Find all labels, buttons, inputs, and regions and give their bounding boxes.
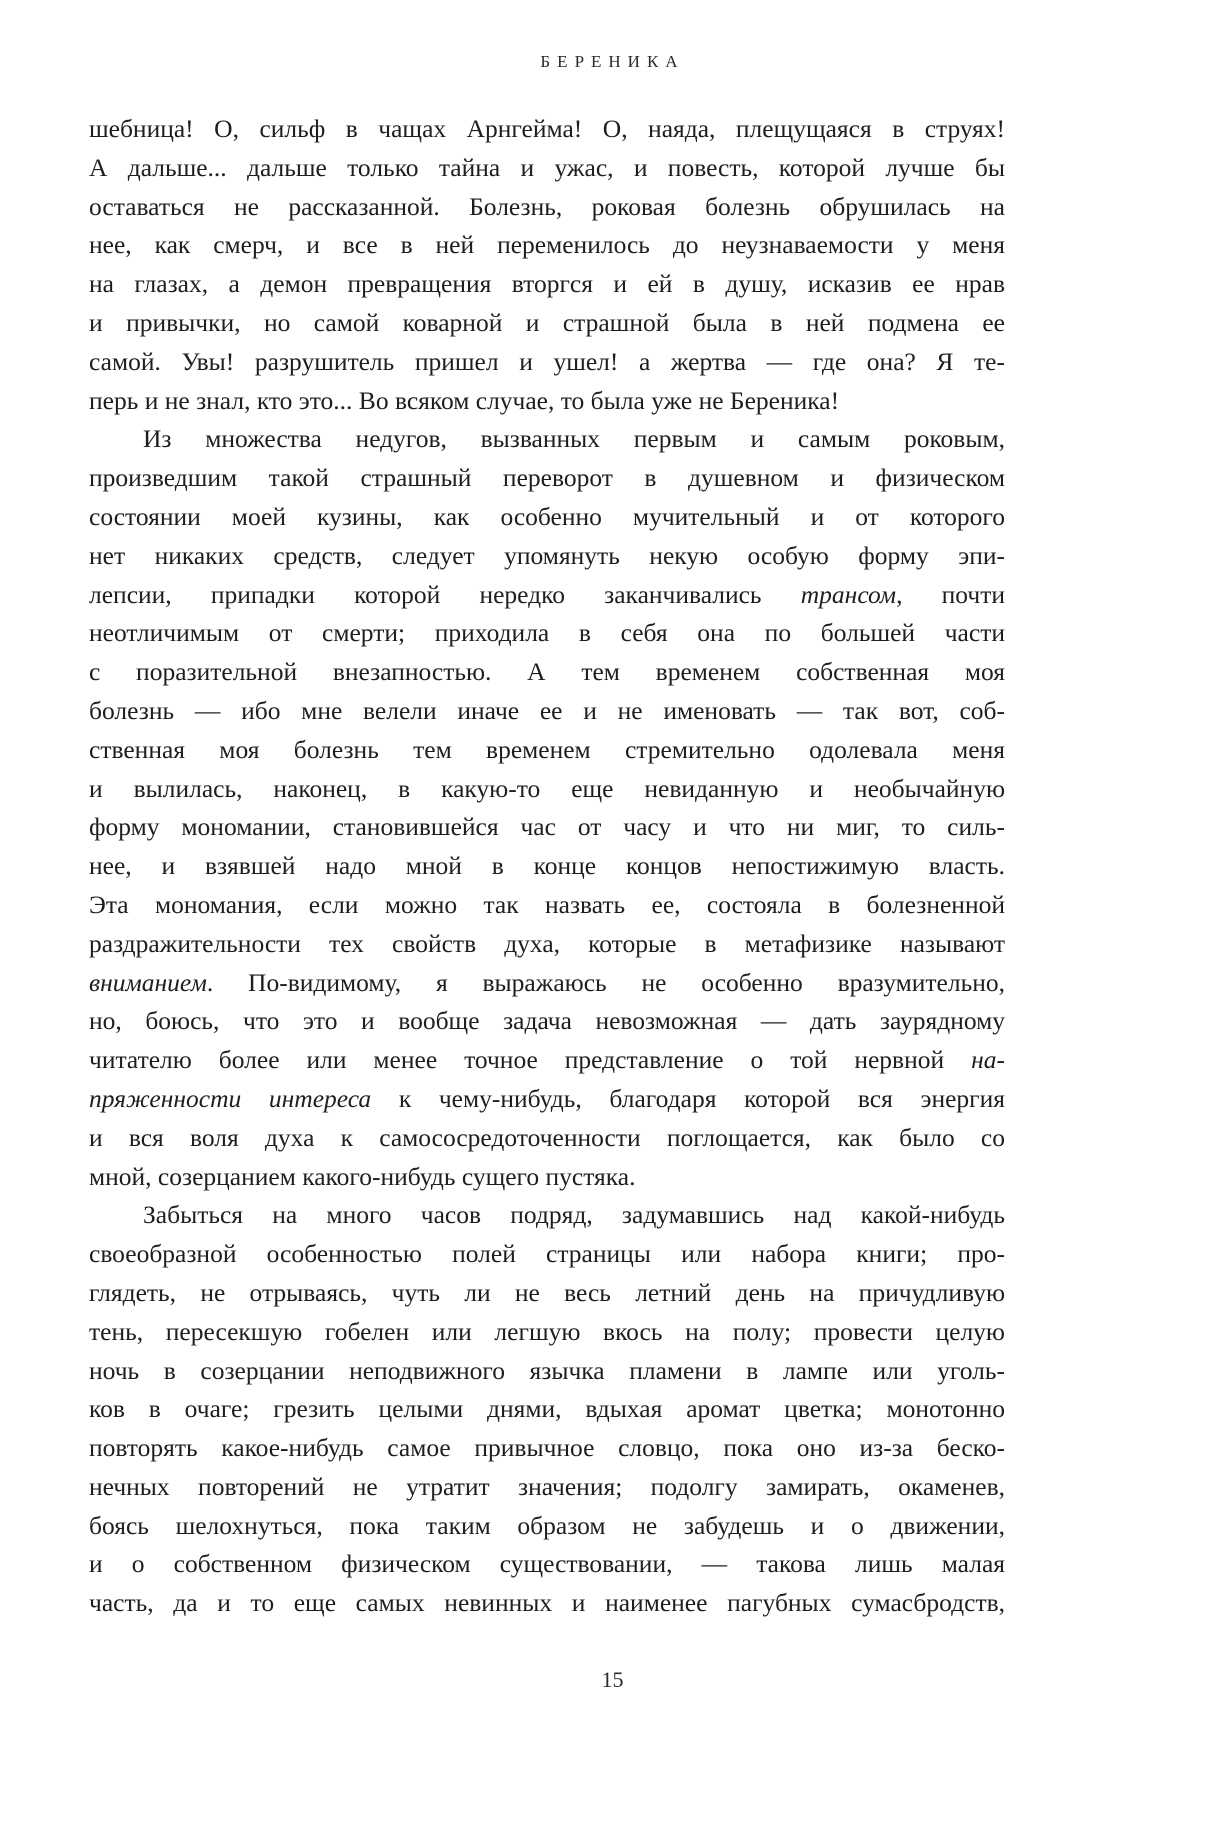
text-line	[89, 343, 1005, 382]
running-head: БЕРЕНИКА	[540, 52, 685, 71]
text-segment: к чему-нибудь, благодаря которой вся энергия	[371, 1083, 1005, 1113]
text-segment: Забыться на много часов подряд, задумавшись над какой-нибудь	[143, 1200, 1005, 1230]
text-segment: но, боюсь, что это и вообще задача невозможная — дать заурядному	[89, 1006, 1005, 1036]
text-segment: нее, и взявшей надо мной в конце концов непостижимую власть.	[89, 851, 1005, 881]
text-line	[89, 770, 1005, 809]
text-line	[89, 1468, 1005, 1507]
text-segment: и вся воля духа к самососредоточенности поглощается, как было со	[89, 1122, 1005, 1152]
text-line	[89, 1507, 1005, 1546]
text-line	[89, 537, 1005, 576]
text-line	[89, 808, 1005, 847]
text-line	[89, 1390, 1005, 1429]
text-segment: боясь шелохнуться, пока таким образом не забудешь и о движении,	[89, 1510, 1005, 1540]
text-segment: нее, как смерч, и все в ней переменилось до неузнаваемости у меня	[89, 230, 1005, 260]
text-segment: ственная моя болезнь тем временем стремительно одолевала меня	[89, 734, 1005, 764]
text-segment: ков в очаге; грезить целыми днями, вдыхая аромат цветка; монотонно	[89, 1394, 1005, 1424]
text-line	[89, 382, 1005, 421]
text-line	[89, 614, 1005, 653]
text-segment: произведшим такой страшный переворот в душевном и физическом	[89, 463, 1005, 493]
text-line	[89, 226, 1005, 265]
text-segment: А дальше... дальше только тайна и ужас, и повесть, которой лучше бы	[89, 152, 1005, 182]
text-line	[89, 149, 1005, 188]
text-segment: и о собственном физическом существовании, — такова лишь малая	[89, 1549, 1005, 1579]
text-line	[89, 1429, 1005, 1468]
text-segment: на глазах, а демон превращения вторгся и ей в душу, исказив ее нрав	[89, 269, 1005, 299]
text-segment: оставаться не рассказанной. Болезнь, роковая болезнь обрушилась на	[89, 191, 1005, 221]
text-segment: нечных повторений не утратит значения; подолгу замирать, окаменев,	[89, 1471, 1005, 1501]
text-segment: повторять какое-нибудь самое привычное словцо, пока оно из-за беско-	[89, 1433, 1005, 1463]
text-line	[89, 576, 1005, 615]
text-line	[89, 265, 1005, 304]
text-segment: самой. Увы! разрушитель пришел и ушел! а жертва — где она? Я те-	[89, 346, 1005, 376]
text-segment: Из множества недугов, вызванных первым и самым роковым,	[143, 424, 1005, 454]
text-line	[89, 653, 1005, 692]
text-segment: с поразительной внезапностью. А тем временем собственная моя	[89, 657, 1005, 687]
text-segment: раздражительности тех свойств духа, которые в метафизике называют	[89, 928, 1005, 958]
italic-text: пряженности интереса	[89, 1083, 372, 1113]
text-segment: и привычки, но самой коварной и страшной была в ней подмена ее	[89, 307, 1005, 337]
text-line	[89, 304, 1005, 343]
text-segment: болезнь — ибо мне велели иначе ее и не именовать — так вот, соб-	[89, 695, 1005, 725]
page-number: 15	[601, 1667, 624, 1692]
text-segment: лепсии, припадки которой нередко заканчивались	[89, 579, 801, 609]
text-line	[89, 188, 1005, 227]
text-segment: форму мономании, становившейся час от часу и что ни миг, то силь-	[89, 812, 1005, 842]
text-line	[89, 459, 1005, 498]
text-line	[89, 1313, 1005, 1352]
text-line	[89, 925, 1005, 964]
italic-text: трансом	[800, 579, 897, 609]
text-segment: состоянии моей кузины, как особенно мучительный и от которого	[89, 501, 1005, 531]
text-line	[89, 420, 1005, 459]
text-line	[89, 1584, 1005, 1623]
text-line	[89, 1196, 1005, 1235]
text-segment: неотличимым от смерти; приходила в себя она по большей части	[89, 618, 1005, 648]
text-line	[89, 1545, 1005, 1584]
text-segment: тень, пересекшую гобелен или легшую вкось на полу; провести целую	[89, 1316, 1005, 1346]
text-line	[89, 1002, 1005, 1041]
text-line	[89, 110, 1005, 149]
text-line	[89, 1080, 1005, 1119]
text-segment: глядеть, не отрываясь, чуть ли не весь летний день на причудливую	[89, 1277, 1005, 1307]
text-line	[89, 1041, 1005, 1080]
text-line	[89, 731, 1005, 770]
text-segment: и вылилась, наконец, в какую-то еще невиданную и необычайную	[89, 773, 1005, 803]
text-segment: часть, да и то еще самых невинных и наименее пагубных сумасбродств,	[89, 1588, 1005, 1618]
text-segment: Эта мономания, если можно так назвать ее, состояла в болезненной	[89, 889, 1005, 919]
text-line	[89, 1158, 1005, 1197]
text-line	[89, 847, 1005, 886]
text-line	[89, 1274, 1005, 1313]
text-line	[89, 1235, 1005, 1274]
body-text	[89, 110, 1005, 1623]
text-segment: читателю более или менее точное представление о той нервной	[89, 1045, 972, 1075]
text-segment: ночь в созерцании неподвижного язычка пламени в лампе или уголь-	[89, 1355, 1005, 1385]
text-line	[89, 498, 1005, 537]
italic-text: вниманием	[89, 967, 207, 997]
text-segment: шебница! О, сильф в чащах Арнгейма! О, наяда, плещущаяся в струях!	[89, 114, 1005, 143]
text-segment: , почти	[896, 579, 1005, 609]
text-segment: своеобразной особенностью полей страницы или набора книги; про-	[89, 1239, 1005, 1269]
text-line	[89, 886, 1005, 925]
text-segment: нет никаких средств, следует упомянуть некую особую форму эпи-	[89, 540, 1005, 570]
text-line	[89, 964, 1005, 1003]
text-line	[89, 1119, 1005, 1158]
text-segment: мной, созерцанием какого-нибудь сущего пустяка.	[89, 1161, 636, 1191]
text-line	[89, 692, 1005, 731]
italic-text: на-	[971, 1045, 1005, 1075]
text-segment: . По-видимому, я выражаюсь не особенно вразумительно,	[206, 967, 1005, 997]
text-segment: перь и не знал, кто это... Во всяком случае, то была уже не Береника!	[89, 385, 840, 415]
text-line	[89, 1352, 1005, 1391]
